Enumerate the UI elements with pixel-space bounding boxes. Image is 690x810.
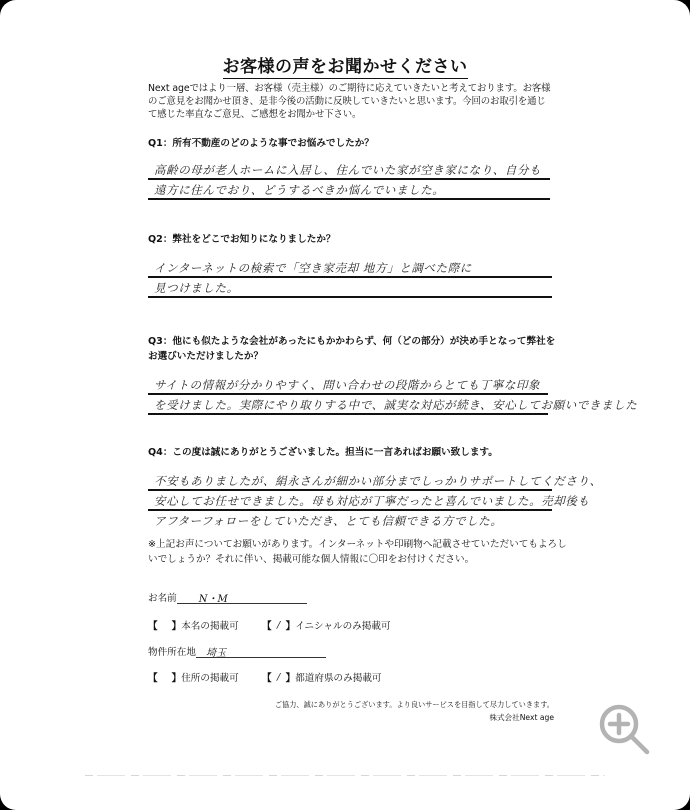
answer-4-line-1: 不安もありましたが、絹永さんが細かい部分までしっかりサポートしてくださり、 (148, 471, 552, 491)
answer-3 (148, 375, 638, 415)
answer-1 (148, 160, 550, 200)
question-4-label: Q4：この度は誠にありがとうございました。担当に一言あればお願い致します。 (148, 447, 498, 458)
zoom-in-icon (596, 701, 652, 757)
location-options (148, 670, 382, 684)
location-label: 物件所在地 (148, 647, 196, 658)
answer-4 (148, 471, 602, 531)
publication-notice: ※上記お声についてお願いがあります。インターネットや印刷物へ記載させていただいてもよろしいでしょうか？それに伴い、掲載可能な個人情報に〇印をお付けください。 (148, 539, 567, 565)
scan-artifact-line (85, 775, 605, 776)
option-full-name: 【 】 本名の掲載可 (148, 621, 239, 632)
name-options (148, 618, 391, 632)
answer-3-line-1: サイトの情報が分かりやすく、問い合わせの段階からとても丁寧な印象 (148, 375, 548, 395)
document-title: お客様の声をお聞かせください (222, 57, 468, 77)
answer-2-line-2: 見つけました。 (148, 278, 552, 298)
answer-3-line-2: を受けました。実際にやり取りする中で、誠実な対応が続き、安心してお願いできました (148, 395, 548, 415)
answer-1-line-2: 遠方に住んでおり、どうするべきか悩んでいました。 (148, 180, 550, 200)
check-mark: / (276, 619, 281, 631)
answer-4-line-2: 安心してお任せできました。母も対応が丁寧だったと喜んでいました。売却後も (148, 491, 552, 511)
answer-2 (148, 258, 552, 298)
footer-company: 株式会社Next age (489, 713, 554, 722)
answer-2-line-1: インターネットの検索で「空き家売却 地方」と調べた際に (148, 258, 552, 278)
option-full-address: 【 】 住所の掲載可 (148, 673, 239, 684)
footer-thanks: ご協力、誠にありがとうございます。より良いサービスを目指して尽力していきます。 (274, 700, 554, 709)
location-field-row (148, 644, 326, 658)
name-label: お名前 (148, 593, 177, 604)
question-3-label: Q3：他にも似たような会社があったにもかかわらず、何（どの部分）が決め手となって弊社をお選びいただけましたか？ (148, 336, 556, 362)
name-value: N・M (177, 590, 307, 604)
location-value: 埼玉 (196, 644, 326, 658)
answer-1-line-1: 高齢の母が老人ホームに入居し、住んでいた家が空き家になり、自分も (148, 160, 550, 180)
name-field-row (148, 590, 307, 604)
answer-4-line-3: アフターフォローをしていただき、とても信頼できる方でした。 (154, 514, 503, 528)
question-2-label: Q2：弊社をどこでお知りになりましたか？ (148, 234, 336, 245)
option-initials-only: 【 / 】 イニシャルのみ掲載可 (262, 619, 391, 632)
zoom-in-button[interactable] (596, 701, 652, 757)
check-mark: / (276, 671, 281, 683)
option-prefecture-only: 【 / 】 都道府県のみ掲載可 (262, 671, 382, 684)
intro-text: Next ageではより一層、お客様（売主様）のご期待に応えていきたいと考えております。お客様のご意見をお聞かせ頂き、是非今後の活動に反映していきたいと思います。今回のお取引を通じて感じた率直なご意見、ご感想をお聞かせ下さい。 (148, 83, 551, 120)
question-1-label: Q1：所有不動産のどのような事でお悩みでしたか？ (148, 138, 374, 149)
